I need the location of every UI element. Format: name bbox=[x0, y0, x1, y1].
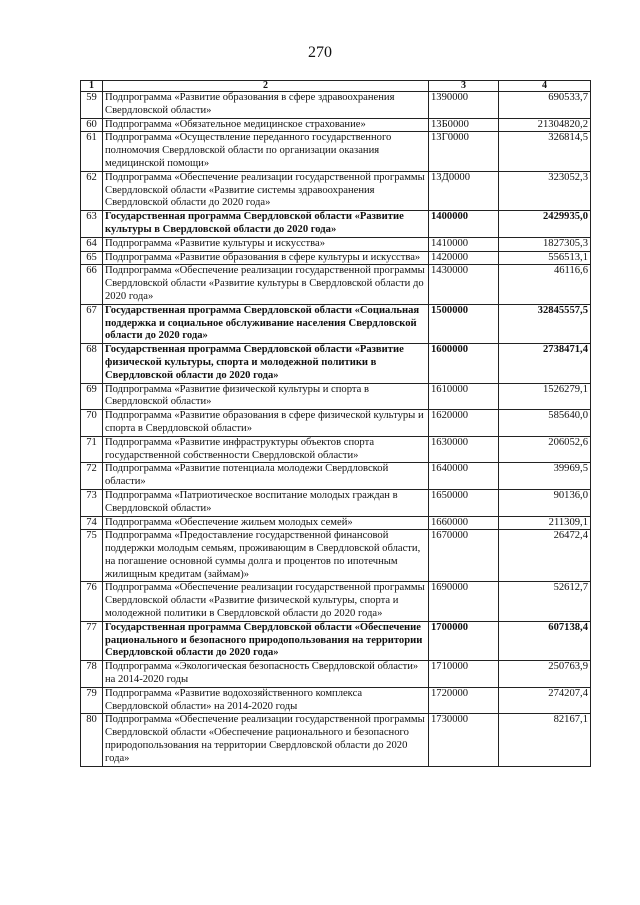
table-row bbox=[81, 687, 591, 714]
program-name: Подпрограмма «Развитие образования в сфере культуры и искусства» bbox=[103, 251, 429, 265]
target-code: 1660000 bbox=[429, 516, 499, 530]
amount: 39969,5 bbox=[499, 463, 591, 490]
amount: 46116,6 bbox=[499, 265, 591, 304]
program-name: Подпрограмма «Обеспечение реализации государственной программы Свердловской области «Развитие культуры в Свердловской области до 2020 года» bbox=[103, 265, 429, 304]
target-code: 13Г0000 bbox=[429, 132, 499, 171]
program-name: Подпрограмма «Предоставление государственной финансовой поддержки молодым семьям, проживающим в Свердловской области, на погашение основной суммы долга и процентов по ипотечным жилищным кредитам (займам)» bbox=[103, 530, 429, 582]
program-name: Подпрограмма «Развитие водохозяйственного комплекса Свердловской области» на 2014-2020 годы bbox=[103, 687, 429, 714]
amount: 32845557,5 bbox=[499, 304, 591, 343]
header-col-1: 1 bbox=[81, 81, 103, 92]
amount: 2738471,4 bbox=[499, 344, 591, 383]
target-code: 1640000 bbox=[429, 463, 499, 490]
table-row bbox=[81, 489, 591, 516]
program-name: Подпрограмма «Экологическая безопасность Свердловской области» на 2014-2020 годы bbox=[103, 661, 429, 688]
header-col-2: 2 bbox=[103, 81, 429, 92]
header-col-3: 3 bbox=[429, 81, 499, 92]
target-code: 1700000 bbox=[429, 621, 499, 660]
target-code: 1410000 bbox=[429, 237, 499, 251]
table-row bbox=[81, 582, 591, 621]
target-code: 1500000 bbox=[429, 304, 499, 343]
program-name: Подпрограмма «Развитие потенциала молодежи Свердловской области» bbox=[103, 463, 429, 490]
target-code: 1600000 bbox=[429, 344, 499, 383]
amount: 556513,1 bbox=[499, 251, 591, 265]
row-number: 59 bbox=[81, 92, 103, 119]
program-name: Подпрограмма «Развитие инфраструктуры объектов спорта государственной собственности Свердловской области» bbox=[103, 436, 429, 463]
target-code: 1650000 bbox=[429, 489, 499, 516]
target-code: 1390000 bbox=[429, 92, 499, 119]
row-number: 75 bbox=[81, 530, 103, 582]
table-row bbox=[81, 132, 591, 171]
row-number: 69 bbox=[81, 383, 103, 410]
target-code: 1630000 bbox=[429, 436, 499, 463]
table-row bbox=[81, 463, 591, 490]
amount: 607138,4 bbox=[499, 621, 591, 660]
amount: 52612,7 bbox=[499, 582, 591, 621]
row-number: 79 bbox=[81, 687, 103, 714]
program-name: Государственная программа Свердловской области «Обеспечение рационального и безопасного природопользования на территории Свердловской области до 2020 года» bbox=[103, 621, 429, 660]
table-body bbox=[81, 92, 591, 767]
row-number: 72 bbox=[81, 463, 103, 490]
row-number: 63 bbox=[81, 211, 103, 238]
program-name: Государственная программа Свердловской области «Развитие физической культуры, спорта и молодежной политики в Свердловской области до 2020 года» bbox=[103, 344, 429, 383]
target-code: 13Б0000 bbox=[429, 118, 499, 132]
amount: 323052,3 bbox=[499, 171, 591, 210]
table-row bbox=[81, 171, 591, 210]
row-number: 62 bbox=[81, 171, 103, 210]
program-name: Подпрограмма «Развитие образования в сфере физической культуры и спорта в Свердловской области» bbox=[103, 410, 429, 437]
table-row bbox=[81, 410, 591, 437]
target-code: 1670000 bbox=[429, 530, 499, 582]
table-row bbox=[81, 714, 591, 766]
amount: 1827305,3 bbox=[499, 237, 591, 251]
row-number: 74 bbox=[81, 516, 103, 530]
table-row bbox=[81, 344, 591, 383]
amount: 326814,5 bbox=[499, 132, 591, 171]
row-number: 68 bbox=[81, 344, 103, 383]
row-number: 61 bbox=[81, 132, 103, 171]
program-name: Подпрограмма «Обеспечение реализации государственной программы Свердловской области «Развитие физической культуры, спорта и молодежной политики в Свердловской области до 2020 года» bbox=[103, 582, 429, 621]
page-number: 270 bbox=[308, 44, 332, 61]
program-name: Государственная программа Свердловской области «Социальная поддержка и социальное обслуживание населения Свердловской области до 2020 года» bbox=[103, 304, 429, 343]
header-row bbox=[81, 81, 591, 92]
target-code: 1420000 bbox=[429, 251, 499, 265]
table-row bbox=[81, 237, 591, 251]
amount: 82167,1 bbox=[499, 714, 591, 766]
table-row bbox=[81, 516, 591, 530]
row-number: 73 bbox=[81, 489, 103, 516]
amount: 26472,4 bbox=[499, 530, 591, 582]
program-name: Подпрограмма «Осуществление переданного государственного полномочия Свердловской области по организации оказания медицинской помощи» bbox=[103, 132, 429, 171]
amount: 250763,9 bbox=[499, 661, 591, 688]
table-row bbox=[81, 265, 591, 304]
table-row bbox=[81, 251, 591, 265]
row-number: 78 bbox=[81, 661, 103, 688]
amount: 21304820,2 bbox=[499, 118, 591, 132]
amount: 2429935,0 bbox=[499, 211, 591, 238]
program-name: Подпрограмма «Развитие культуры и искусства» bbox=[103, 237, 429, 251]
budget-table bbox=[80, 80, 591, 767]
row-number: 70 bbox=[81, 410, 103, 437]
header-col-4: 4 bbox=[499, 81, 591, 92]
table-row bbox=[81, 436, 591, 463]
row-number: 60 bbox=[81, 118, 103, 132]
target-code: 13Д0000 bbox=[429, 171, 499, 210]
row-number: 64 bbox=[81, 237, 103, 251]
program-name: Подпрограмма «Обеспечение реализации государственной программы Свердловской области «Обеспечение рационального и безопасного природопользования на территории Свердловской области до 2020 года» bbox=[103, 714, 429, 766]
amount: 90136,0 bbox=[499, 489, 591, 516]
target-code: 1720000 bbox=[429, 687, 499, 714]
program-name: Подпрограмма «Развитие физической культуры и спорта в Свердловской области» bbox=[103, 383, 429, 410]
table-row bbox=[81, 383, 591, 410]
table-row bbox=[81, 92, 591, 119]
table-row bbox=[81, 621, 591, 660]
amount: 585640,0 bbox=[499, 410, 591, 437]
target-code: 1710000 bbox=[429, 661, 499, 688]
target-code: 1730000 bbox=[429, 714, 499, 766]
amount: 206052,6 bbox=[499, 436, 591, 463]
row-number: 71 bbox=[81, 436, 103, 463]
row-number: 65 bbox=[81, 251, 103, 265]
program-name: Подпрограмма «Патриотическое воспитание молодых граждан в Свердловской области» bbox=[103, 489, 429, 516]
amount: 274207,4 bbox=[499, 687, 591, 714]
table-row bbox=[81, 118, 591, 132]
row-number: 67 bbox=[81, 304, 103, 343]
row-number: 76 bbox=[81, 582, 103, 621]
program-name: Государственная программа Свердловской области «Развитие культуры в Свердловской области до 2020 года» bbox=[103, 211, 429, 238]
table-row bbox=[81, 530, 591, 582]
program-name: Подпрограмма «Развитие образования в сфере здравоохранения Свердловской области» bbox=[103, 92, 429, 119]
program-name: Подпрограмма «Обеспечение жильем молодых семей» bbox=[103, 516, 429, 530]
row-number: 80 bbox=[81, 714, 103, 766]
target-code: 1690000 bbox=[429, 582, 499, 621]
table-row bbox=[81, 304, 591, 343]
row-number: 66 bbox=[81, 265, 103, 304]
target-code: 1400000 bbox=[429, 211, 499, 238]
program-name: Подпрограмма «Обеспечение реализации государственной программы Свердловской области «Развитие системы здравоохранения Свердловской области до 2020 года» bbox=[103, 171, 429, 210]
target-code: 1430000 bbox=[429, 265, 499, 304]
table-row bbox=[81, 211, 591, 238]
amount: 690533,7 bbox=[499, 92, 591, 119]
table-row bbox=[81, 661, 591, 688]
program-name: Подпрограмма «Обязательное медицинское страхование» bbox=[103, 118, 429, 132]
target-code: 1610000 bbox=[429, 383, 499, 410]
amount: 211309,1 bbox=[499, 516, 591, 530]
amount: 1526279,1 bbox=[499, 383, 591, 410]
target-code: 1620000 bbox=[429, 410, 499, 437]
row-number: 77 bbox=[81, 621, 103, 660]
